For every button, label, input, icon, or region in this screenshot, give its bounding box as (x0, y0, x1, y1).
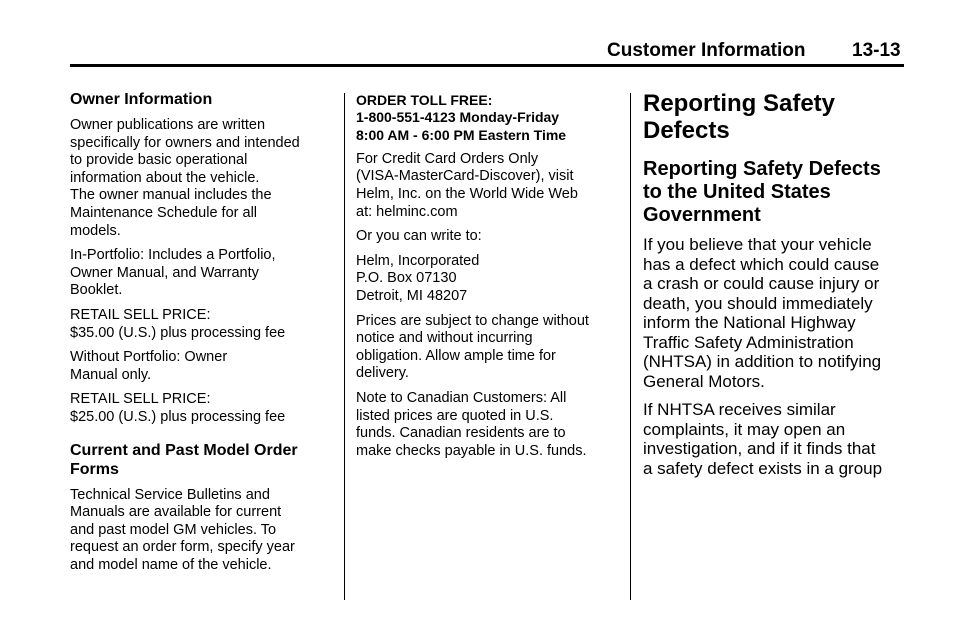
retail-price-1 (70, 307, 332, 342)
text-line: make checks payable in U.S. funds. (356, 442, 587, 459)
text-line: Note to Canadian Customers: All (356, 390, 567, 407)
owner-paragraph-1 (70, 117, 332, 240)
reporting-safety-defects-heading (643, 90, 905, 144)
section-title: Customer Information (607, 40, 806, 61)
text-line: Reporting Safety Defects (643, 158, 881, 180)
text-line: models. (70, 222, 121, 239)
text-line: In-Portfolio: Includes a Portfolio, (70, 247, 276, 264)
text-line: to the United States (643, 181, 831, 203)
order-toll-free-block (356, 92, 622, 144)
canadian-note-paragraph (356, 390, 622, 460)
text-line: Reporting Safety (643, 90, 836, 117)
order-forms-paragraph (70, 487, 332, 575)
text-line: Manuals are available for current (70, 504, 282, 521)
owner-paragraph-2 (70, 247, 332, 300)
text-line: RETAIL SELL PRICE: (70, 306, 211, 323)
nhtsa-paragraph-2 (643, 400, 905, 478)
text-line: has a defect which could cause (643, 254, 880, 274)
column-2 (356, 90, 622, 467)
text-line: Without Portfolio: Owner (70, 349, 228, 366)
text-line: complaints, it may open an (643, 419, 846, 439)
owner-information-heading: Owner Information (70, 91, 213, 108)
order-forms-heading (70, 441, 332, 479)
text-line: If you believe that your vehicle (643, 235, 872, 254)
text-line: (NHTSA) in addition to notifying (643, 352, 882, 371)
text-line: Technical Service Bulletins and (70, 486, 270, 503)
text-line: Owner Manual, and Warranty (70, 264, 259, 281)
text-line: a crash or could cause injury or (643, 274, 880, 293)
text-line: RETAIL SELL PRICE: (70, 391, 211, 408)
text-line: 8:00 AM - 6:00 PM Eastern Time (356, 126, 567, 143)
text-line: Helm, Incorporated (356, 252, 480, 269)
text-line: and past model GM vehicles. To (70, 521, 277, 538)
owner-paragraph-4 (70, 349, 332, 384)
text-line: The owner manual includes the (70, 187, 272, 204)
text-line: Owner publications are written (70, 117, 266, 133)
text-line: specifically for owners and intended (70, 134, 300, 151)
column-divider-2 (630, 93, 631, 600)
text-line: Manual only. (70, 366, 152, 383)
text-line: to provide basic operational (70, 152, 248, 169)
text-line: request an order form, specify year (70, 539, 295, 556)
text-line: Forms (70, 460, 119, 478)
text-line: (VISA-MasterCard-Discover), visit (356, 168, 574, 185)
text-line: ORDER TOLL FREE: (356, 92, 493, 108)
text-line: at: helminc.com (356, 203, 458, 220)
text-line: Helm, Inc. on the World Wide Web (356, 186, 578, 203)
retail-price-2 (70, 391, 332, 426)
text-line: death, you should immediately (643, 293, 873, 313)
text-line: Traffic Safety Administration (643, 332, 854, 352)
text-line: and model name of the vehicle. (70, 556, 272, 573)
text-line: investigation, and if it finds that (643, 439, 876, 458)
text-line: Current and Past Model Order (70, 441, 298, 459)
text-line: $25.00 (U.S.) plus processing fee (70, 408, 286, 425)
column-divider-1 (344, 93, 345, 600)
text-line: General Motors. (643, 371, 765, 391)
text-line: information about the vehicle. (70, 169, 260, 186)
text-line: P.O. Box 07130 (356, 270, 457, 287)
text-line: inform the National Highway (643, 313, 856, 332)
text-line: funds. Canadian residents are to (356, 425, 566, 442)
text-line: a safety defect exists in a group (643, 458, 883, 478)
text-line: 1-800-551-4123 Monday-Friday (356, 109, 560, 126)
text-line: Maintenance Schedule for all (70, 204, 258, 221)
text-line: listed prices are quoted in U.S. (356, 407, 554, 424)
text-line: Booklet. (70, 282, 123, 299)
text-line: notice and without incurring (356, 330, 533, 347)
page-number: 13-13 (852, 40, 901, 61)
address-block (356, 253, 622, 306)
prices-paragraph (356, 313, 622, 383)
text-line: For Credit Card Orders Only (356, 150, 539, 167)
column-3 (643, 90, 905, 487)
text-line: Defects (643, 117, 730, 144)
text-line: delivery. (356, 365, 409, 382)
text-line: If NHTSA receives similar (643, 400, 836, 419)
nhtsa-paragraph-1 (643, 235, 905, 391)
write-to-paragraph (356, 228, 622, 246)
text-line: Or you can write to: (356, 228, 482, 245)
column-1 (70, 90, 332, 581)
reporting-us-government-heading (643, 158, 905, 227)
text-line: Detroit, MI 48207 (356, 288, 468, 305)
text-line: Prices are subject to change without (356, 312, 589, 329)
header-rule (70, 64, 904, 67)
credit-card-paragraph (356, 151, 622, 221)
text-line: obligation. Allow ample time for (356, 347, 556, 364)
text-line: Government (643, 204, 761, 226)
text-line: $35.00 (U.S.) plus processing fee (70, 324, 286, 341)
